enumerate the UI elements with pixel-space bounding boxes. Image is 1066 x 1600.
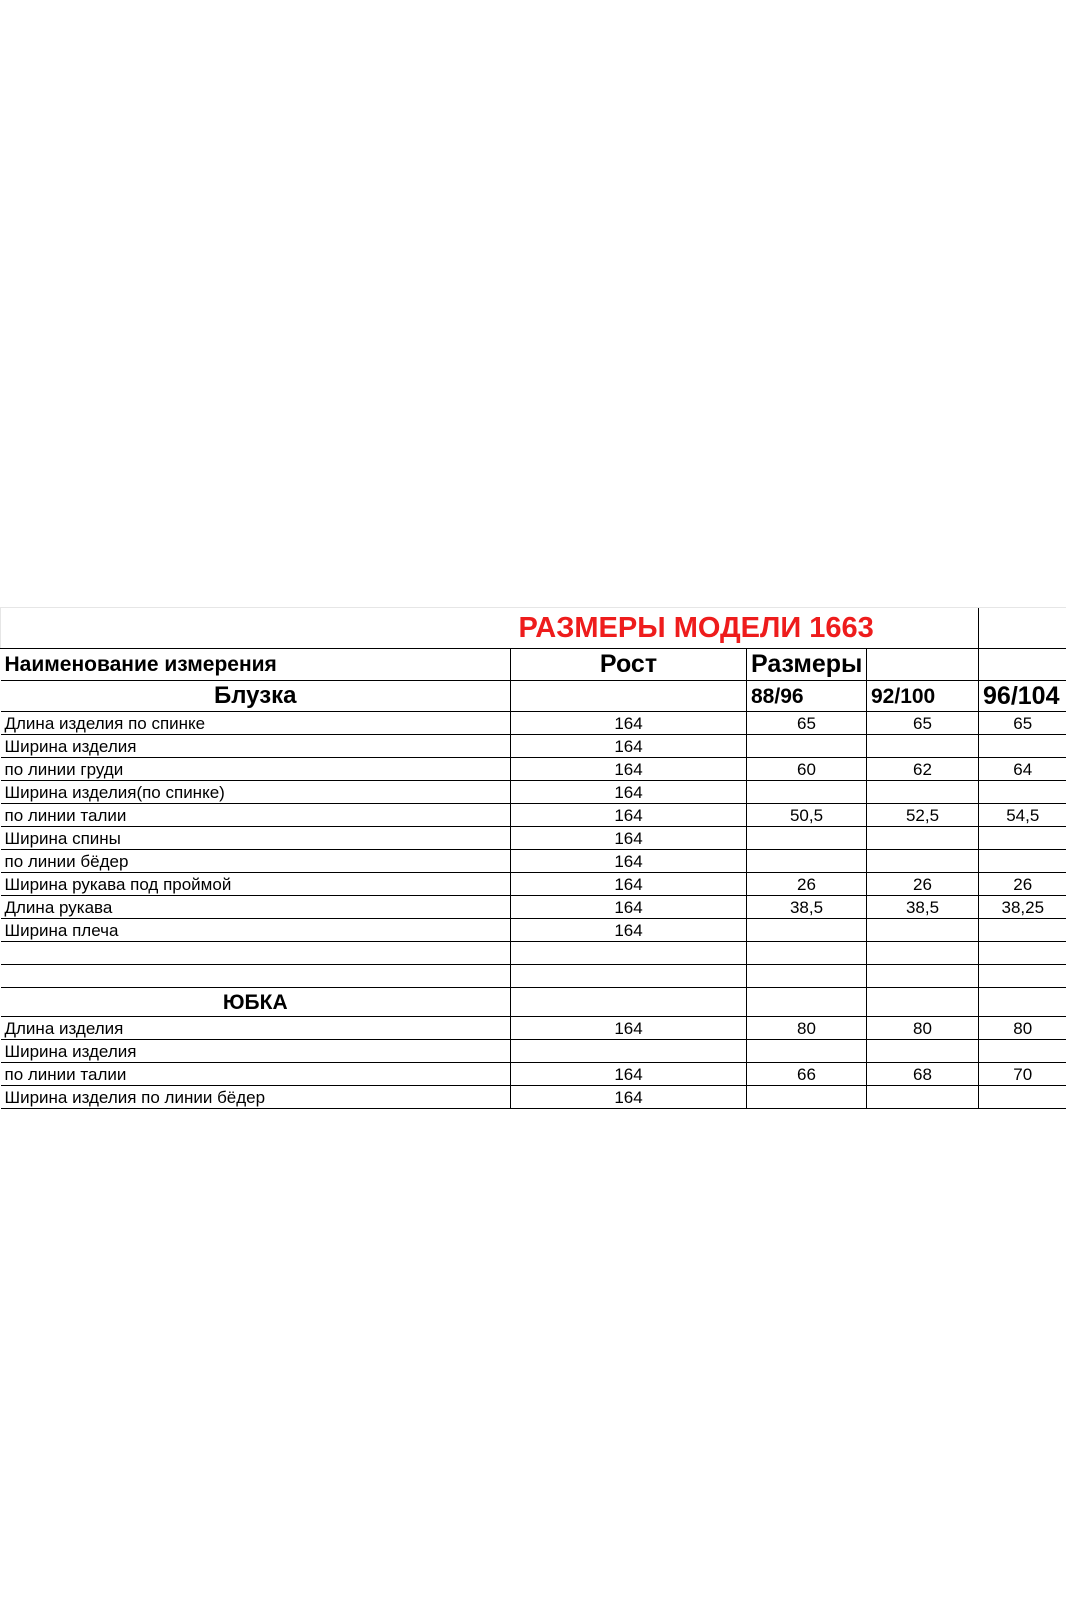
height-header: Рост: [511, 649, 747, 681]
measurement-label: по линии талии: [1, 804, 511, 827]
size-value: 80: [867, 1017, 979, 1040]
height-value: 164: [511, 735, 747, 758]
height-value: 164: [511, 781, 747, 804]
empty-row: [1, 942, 1066, 965]
size-value: [747, 919, 867, 942]
size-value: 65: [747, 712, 867, 735]
sizes-header-spacer: [867, 649, 979, 681]
measurement-name-header: Наименование измерения: [1, 649, 511, 681]
measurement-label: Длина изделия по спинке: [1, 712, 511, 735]
size-value: 26: [979, 873, 1066, 896]
size-value: 80: [747, 1017, 867, 1040]
measurement-label: по линии бёдер: [1, 850, 511, 873]
chart-title: РАЗМЕРЫ МОДЕЛИ 1663: [511, 608, 979, 649]
size-value: [979, 919, 1066, 942]
size-value: [979, 735, 1066, 758]
sizes-header-spacer: [979, 649, 1066, 681]
table-row: [1, 1040, 1066, 1063]
size-value: [979, 850, 1066, 873]
blank-cell: [1, 965, 511, 988]
size-value: 66: [747, 1063, 867, 1086]
blank-cell: [511, 988, 747, 1017]
table-row: [1, 781, 1066, 804]
height-value: 164: [511, 758, 747, 781]
empty-row: [1, 965, 1066, 988]
size-value: [979, 827, 1066, 850]
blank-cell: [1, 942, 511, 965]
blouse-section-title: Блузка: [1, 681, 511, 712]
table-row: [1, 1017, 1066, 1040]
measurement-label: по линии талии: [1, 1063, 511, 1086]
size-value: 64: [979, 758, 1066, 781]
size-value: 80: [979, 1017, 1066, 1040]
height-value: 164: [511, 1063, 747, 1086]
measurement-label: Ширина изделия(по спинке): [1, 781, 511, 804]
blank-cell: [747, 988, 867, 1017]
table-row: [1, 712, 1066, 735]
size-value: [867, 827, 979, 850]
blank-cell: [867, 942, 979, 965]
size-value: 26: [747, 873, 867, 896]
table-row: [1, 873, 1066, 896]
blank-cell: [979, 988, 1066, 1017]
height-value: [511, 1040, 747, 1063]
table-row: [1, 1086, 1066, 1109]
size-value: [867, 919, 979, 942]
size-value: 54,5: [979, 804, 1066, 827]
blank-cell: [867, 965, 979, 988]
table-row: [1, 758, 1066, 781]
blouse-section-row: [1, 681, 1066, 712]
blank-cell: [747, 942, 867, 965]
size-value: [747, 735, 867, 758]
table-row: [1, 1063, 1066, 1086]
title-corner: [979, 608, 1066, 649]
size-value: 65: [867, 712, 979, 735]
size-chart-table: [0, 607, 1066, 1109]
size-value: 50,5: [747, 804, 867, 827]
size-value: [867, 850, 979, 873]
measurement-label: Ширина плеча: [1, 919, 511, 942]
table-row: [1, 827, 1066, 850]
measurement-label: Ширина спины: [1, 827, 511, 850]
height-value: 164: [511, 804, 747, 827]
size-value: 38,25: [979, 896, 1066, 919]
height-value: 164: [511, 1017, 747, 1040]
table-row: [1, 735, 1066, 758]
size-value: [747, 1040, 867, 1063]
size-value: [747, 850, 867, 873]
sizes-header: Размеры: [747, 649, 867, 681]
title-spacer: [1, 608, 511, 649]
size-value: 26: [867, 873, 979, 896]
measurement-label: Ширина изделия: [1, 735, 511, 758]
size-value: [747, 827, 867, 850]
blank-cell: [979, 965, 1066, 988]
blank-cell: [511, 942, 747, 965]
skirt-section-row: [1, 988, 1066, 1017]
blank-cell: [747, 965, 867, 988]
skirt-section-title: ЮБКА: [1, 988, 511, 1017]
measurement-label: Длина изделия: [1, 1017, 511, 1040]
size-value: 38,5: [747, 896, 867, 919]
size-value: 62: [867, 758, 979, 781]
measurement-label: Длина рукава: [1, 896, 511, 919]
measurement-label: Ширина изделия по линии бёдер: [1, 1086, 511, 1109]
table-row: [1, 919, 1066, 942]
table-row: [1, 896, 1066, 919]
size-value: [867, 781, 979, 804]
header-row: [1, 649, 1066, 681]
size-label: 92/100: [867, 681, 979, 712]
size-value: [979, 1086, 1066, 1109]
blank-cell: [511, 965, 747, 988]
table-row: [1, 804, 1066, 827]
height-value: 164: [511, 850, 747, 873]
size-value: 65: [979, 712, 1066, 735]
blank-cell: [867, 988, 979, 1017]
measurement-label: по линии груди: [1, 758, 511, 781]
size-value: [867, 735, 979, 758]
size-value: [747, 781, 867, 804]
blank-cell: [511, 681, 747, 712]
height-value: 164: [511, 712, 747, 735]
size-value: [979, 1040, 1066, 1063]
title-row: [1, 608, 1066, 649]
size-value: [867, 1040, 979, 1063]
measurement-label: Ширина изделия: [1, 1040, 511, 1063]
size-value: 68: [867, 1063, 979, 1086]
size-value: 38,5: [867, 896, 979, 919]
size-value: [867, 1086, 979, 1109]
size-label: 88/96: [747, 681, 867, 712]
table-row: [1, 850, 1066, 873]
height-value: 164: [511, 827, 747, 850]
size-value: 52,5: [867, 804, 979, 827]
blank-cell: [979, 942, 1066, 965]
size-value: 60: [747, 758, 867, 781]
height-value: 164: [511, 873, 747, 896]
height-value: 164: [511, 1086, 747, 1109]
height-value: 164: [511, 896, 747, 919]
size-label: 96/104: [979, 681, 1066, 712]
size-chart-sheet: [0, 607, 1066, 1109]
size-value: [747, 1086, 867, 1109]
height-value: 164: [511, 919, 747, 942]
measurement-label: Ширина рукава под проймой: [1, 873, 511, 896]
size-value: [979, 781, 1066, 804]
size-value: 70: [979, 1063, 1066, 1086]
